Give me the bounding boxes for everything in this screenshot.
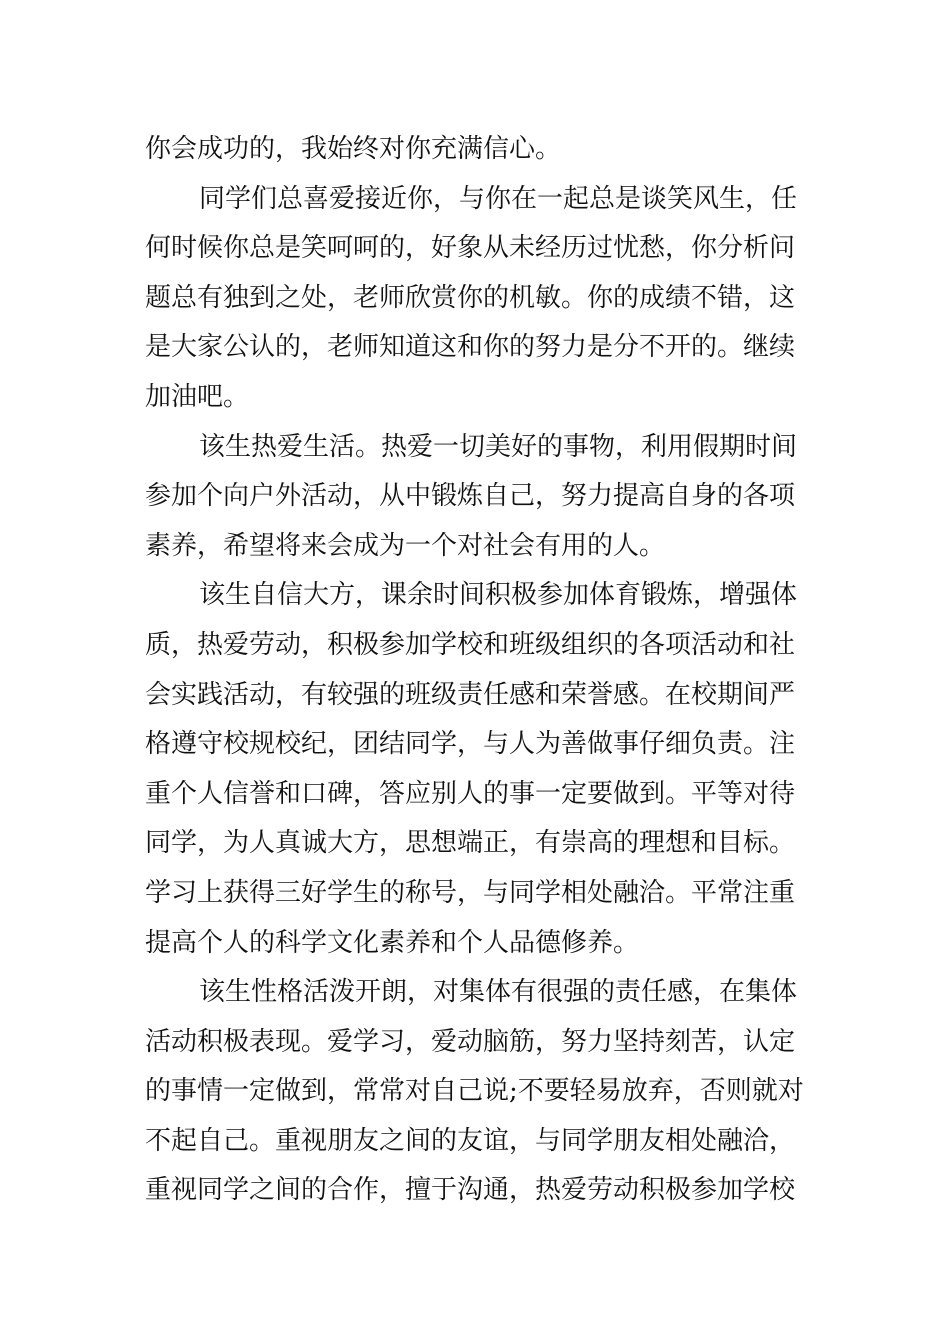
text-line: 质，热爱劳动，积极参加学校和班级组织的各项活动和社	[145, 629, 796, 660]
text-line: 的事情一定做到，常常对自己说;不要轻易放弃，否则就对	[145, 1076, 804, 1107]
text-line: 同学，为人真诚大方，思想端正，有崇高的理想和目标。	[145, 828, 796, 859]
text-line: 何时候你总是笑呵呵的，好象从未经历过忧愁，你分析问	[145, 233, 796, 264]
text-line: 加油吧。	[145, 381, 250, 412]
text-line: 提高个人的科学文化素养和个人品德修养。	[145, 927, 640, 958]
text-line: 题总有独到之处，老师欣赏你的机敏。你的成绩不错，这	[145, 282, 796, 313]
text-line: 素养，希望将来会成为一个对社会有用的人。	[145, 530, 666, 561]
text-line: 学习上获得三好学生的称号，与同学相处融洽。平常注重	[145, 877, 796, 908]
paragraph-start-line: 该生热爱生活。热爱一切美好的事物，利用假期时间	[199, 431, 798, 462]
text-line: 会实践活动，有较强的班级责任感和荣誉感。在校期间严	[145, 679, 796, 710]
text-line: 活动积极表现。爱学习，爱动脑筋，努力坚持刻苦，认定	[145, 1026, 796, 1057]
paragraph-start-line: 该生自信大方，课余时间积极参加体育锻炼，增强体	[199, 580, 798, 611]
paragraph-start-line: 同学们总喜爱接近你，与你在一起总是谈笑风生，任	[199, 183, 798, 214]
text-line: 参加个向户外活动，从中锻炼自己，努力提高自身的各项	[145, 481, 796, 512]
paragraph-start-line: 该生性格活泼开朗，对集体有很强的责任感，在集体	[199, 977, 798, 1008]
text-line: 你会成功的，我始终对你充满信心。	[145, 134, 562, 164]
text-line: 是大家公认的，老师知道这和你的努力是分不开的。继续	[145, 332, 796, 363]
text-line: 重个人信誉和口碑，答应别人的事一定要做到。平等对待	[145, 778, 796, 809]
text-line: 不起自己。重视朋友之间的友谊，与同学朋友相处融洽，	[145, 1125, 796, 1156]
text-line: 格遵守校规校纪，团结同学，与人为善做事仔细负责。注	[145, 729, 796, 760]
body-text	[145, 125, 810, 1216]
text-line: 重视同学之间的合作，擅于沟通，热爱劳动积极参加学校	[145, 1175, 796, 1206]
